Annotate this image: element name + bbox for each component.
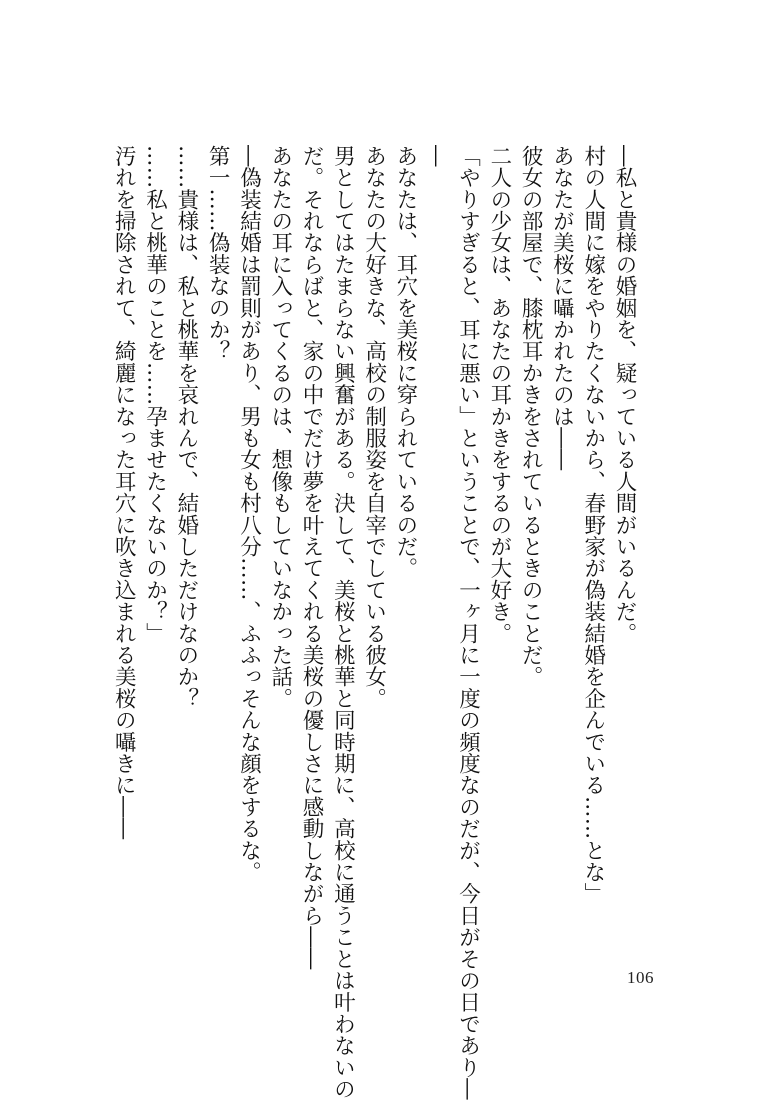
page-number: 106 [627,968,654,987]
text-line: 彼女の部屋で、膝枕耳かきをされているときのことだ。 [518,145,544,688]
vertical-text-body [100,145,640,1100]
text-line: あなたの耳に入ってくるのは、想像もしていなかった話。 [267,145,293,710]
text-line: 第一……偽装なのか？ [205,145,231,362]
text-line: ― [424,145,450,167]
text-line: ……貴様は、私と桃華を哀れんで、結婚しただけなのか？ [173,145,199,710]
text-line: 村の人間に嫁をやりたくないから、春野家が偽装結婚を企んでいる……とな」 [580,145,606,905]
text-line: 汚れを掃除されて、綺麗になった耳穴に吹き込まれる美桜の囁きに―― [111,145,137,840]
text-line: あなたが美桜に囁かれたのは―― [549,145,575,471]
text-line: 「やりすぎると、耳に悪い」ということで、一ヶ月に一度の頻度なのだが、今日がその日であり― [455,145,481,1100]
text-line: ―私と貴様の婚姻を、疑っている人間がいるんだ。 [612,145,637,645]
text-line: あなたの大好きな、高校の制服姿を自宰でしている彼女。 [361,145,387,710]
text-line: 二人の少女は、あなたの耳かきをするのが大好き。 [486,145,512,645]
text-line: ……私と桃華のことを……孕ませたくないのか？」 [142,145,168,645]
text-line: あなたは、耳穴を美桜に穿られているのだ。 [392,145,418,579]
text-line: ―偽装結婚は罰則があり、男も女も村八分……、ふふっそんな顔をするな。 [236,145,262,883]
text-line: 男としてはたまらない興奮がある。決して、美桜と桃華と同時期に、高校に通うことは叶わないの [330,145,356,1100]
text-line: だ。それならばと、家の中でだけ夢を叶えてくれる美桜の優しさに感動しながら―― [299,145,325,970]
